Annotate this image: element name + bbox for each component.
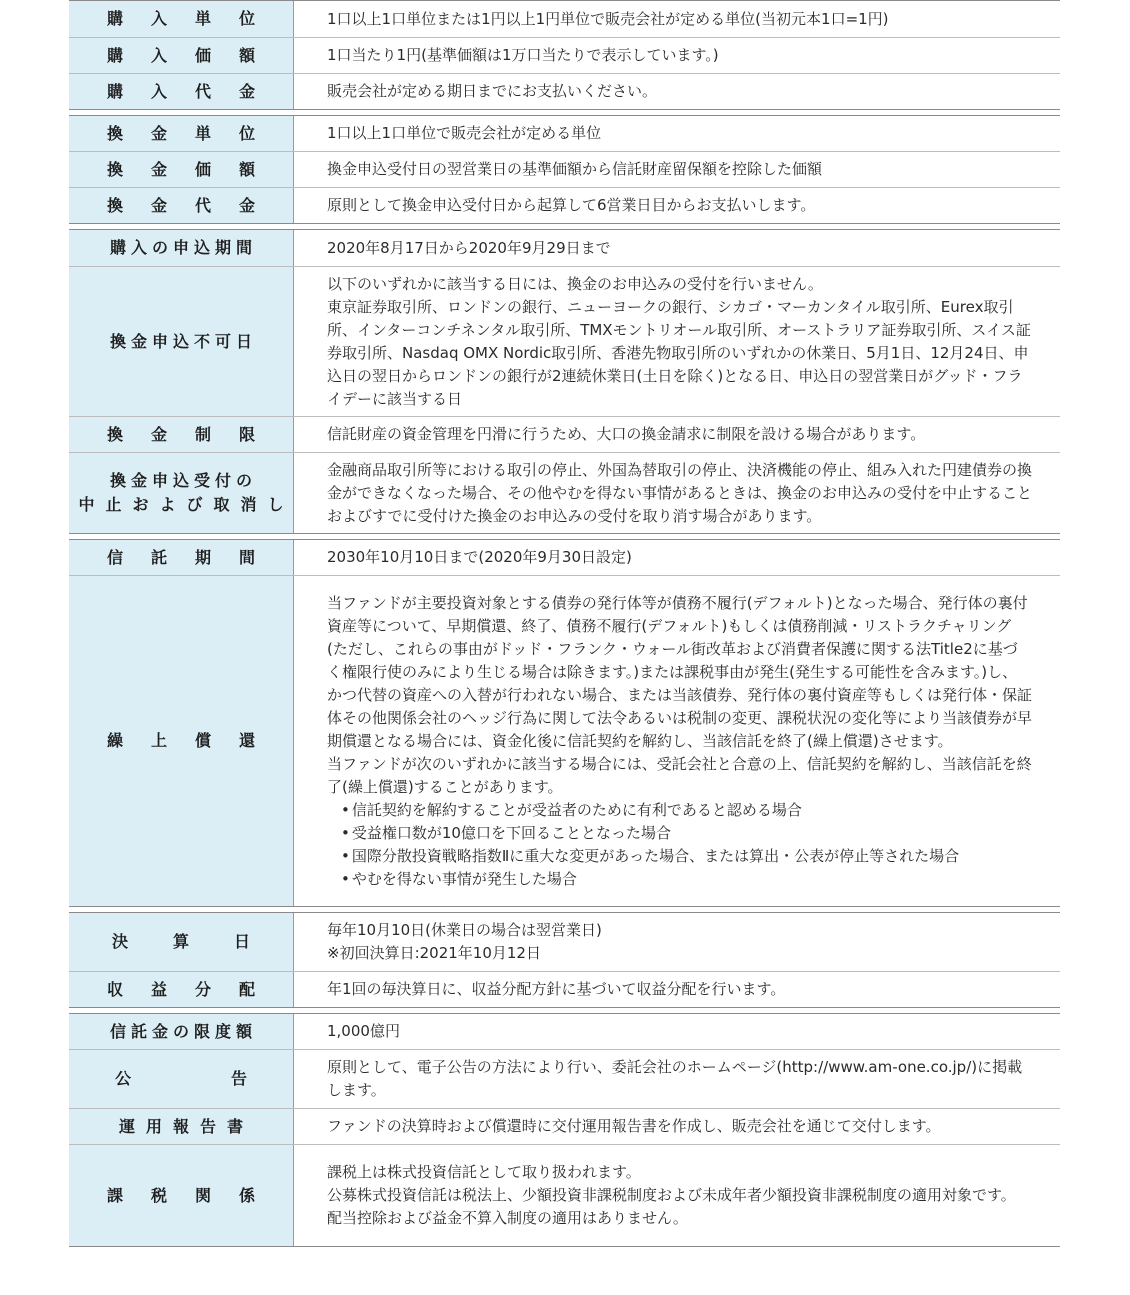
row-label: 換金単位 xyxy=(69,116,294,151)
row-label: 購入価額 xyxy=(69,38,294,73)
row-label: 収益分配 xyxy=(69,972,294,1007)
row-content: 金融商品取引所等における取引の停止、外国為替取引の停止、決済機能の停止、組み入れた円建債券の換金ができなくなった場合、その他やむを得ない事情があるときは、換金のお申込みの受付を中止することおよびすでに受付けた換金のお申込みの受付を取り消す場合があります。 xyxy=(327,460,1033,525)
row-content: 1,000億円 xyxy=(327,1022,400,1040)
row-label: 購入単位 xyxy=(69,1,294,37)
row-label: 換金代金 xyxy=(69,188,294,223)
table-row xyxy=(69,416,1060,452)
row-content: 2030年10月10日まで(2020年9月30日設定) xyxy=(327,548,632,566)
table-row xyxy=(69,1144,1060,1246)
row-label: 信託期間 xyxy=(69,540,294,575)
row-label: 購入代金 xyxy=(69,74,294,109)
table-row xyxy=(69,575,1060,906)
row-content: 原則として、電子公告の方法により行い、委託会社のホームページ(http://www.am-one.co.jp/)に掲載します。 xyxy=(327,1058,1023,1099)
row-content: 年1回の毎決算日に、収益分配方針に基づいて収益分配を行います。 xyxy=(327,980,786,998)
row-label: 繰上償還 xyxy=(69,576,294,906)
table-row xyxy=(69,151,1060,187)
table-row xyxy=(69,1,1060,37)
section-application xyxy=(69,229,1060,534)
section-other xyxy=(69,1013,1060,1247)
row-label: 換金価額 xyxy=(69,152,294,187)
row-label: 課税関係 xyxy=(69,1145,294,1246)
table-row xyxy=(69,452,1060,533)
section-redemption xyxy=(69,115,1060,224)
row-content: 2020年8月17日から2020年9月29日まで xyxy=(327,238,611,257)
section-trust-term xyxy=(69,539,1060,907)
row-content: 原則として換金申込受付日から起算して6営業日目からお支払いします。 xyxy=(327,196,816,214)
table-row xyxy=(69,971,1060,1007)
row-content: ファンドの決算時および償還時に交付運用報告書を作成し、販売会社を通じて交付します。 xyxy=(327,1117,941,1135)
section-purchase xyxy=(69,0,1060,110)
row-content: 1口以上1口単位または1円以上1円単位で販売会社が定める単位(当初元本1口=1円) xyxy=(327,9,889,28)
table-row xyxy=(69,1108,1060,1144)
table-row xyxy=(69,1049,1060,1108)
row-label: 換金申込受付の 中止および取消し xyxy=(69,453,294,533)
list-item: • 受益権口数が10億口を下回ることとなった場合 xyxy=(327,822,1032,845)
list-item: • 信託契約を解約することが受益者のために有利であると認める場合 xyxy=(327,799,1032,822)
table-row xyxy=(69,1014,1060,1049)
table-row xyxy=(69,913,1060,971)
row-content: 販売会社が定める期日までにお支払いください。 xyxy=(327,82,658,100)
row-content: 換金申込受付日の翌営業日の基準価額から信託財産留保額を控除した価額 xyxy=(327,160,823,178)
section-settlement xyxy=(69,912,1060,1008)
fund-terms-table xyxy=(69,0,1060,1247)
row-label: 換金申込不可日 xyxy=(69,267,294,416)
row-content: 1口以上1口単位で販売会社が定める単位 xyxy=(327,124,602,142)
table-row xyxy=(69,540,1060,575)
row-label: 運用報告書 xyxy=(69,1109,294,1144)
table-row xyxy=(69,266,1060,416)
row-content: 課税上は株式投資信託として取り扱われます。 公募株式投資信託は税法上、少額投資非課税制度および未成年者少額投資非課税制度の適用対象です。 配当控除および益金不算入制度の適用はありません。 xyxy=(327,1163,1016,1227)
table-row xyxy=(69,73,1060,109)
row-label: 公告 xyxy=(69,1050,294,1108)
row-content: 1口当たり1円(基準価額は1万口当たりで表示しています。) xyxy=(327,46,719,64)
table-row xyxy=(69,187,1060,223)
row-label: 信託金の限度額 xyxy=(69,1014,294,1049)
list-item: • やむを得ない事情が発生した場合 xyxy=(327,868,1032,891)
table-row xyxy=(69,37,1060,73)
list-item: • 国際分散投資戦略指数Ⅱに重大な変更があった場合、または算出・公表が停止等された場合 xyxy=(327,845,1032,868)
row-label: 決算日 xyxy=(69,913,294,971)
row-content: 以下のいずれかに該当する日には、換金のお申込みの受付を行いません。 東京証券取引所、ロンドンの銀行、ニューヨークの銀行、シカゴ・マーカンタイル取引所、Eurex取引所、インターコンチネンタル取引所、TMXモントリオール取引所、オーストラリア証券取引所、スイス証券取引所、Nasdaq OMX Nordic取引所、香港先物取引所のいずれかの休業日、5月1日、12月24日、申込日の翌日からロンドンの銀行が2連続休業日(土日を除く)となる日、申込日の翌営業日がグッド・フライデーに該当する日 xyxy=(327,274,1031,408)
row-label: 購入の申込期間 xyxy=(69,230,294,266)
table-row xyxy=(69,230,1060,266)
row-content: 当ファンドが主要投資対象とする債券の発行体等が債務不履行(デフォルト)となった場合、発行体の裏付資産等について、早期償還、終了、債務不履行(デフォルト)もしくは債務削減・リストラクチャリング(ただし、これらの事由がドッド・フランク・ウォール街改革および消費者保護に関する法Title2に基づく権限行使のみにより生じる場合は除きます。)または課税事由が発生(発生する可能性を含みます。)し、かつ代替の資産への入替が行われない場合、または当該債券、発行体の裏付資産等もしくは発行体・保証体その他関係会社のヘッジ行為に関して法令あるいは税制の変更、課税状況の変化等により当該債券が早期償還となる場合には、資金化後に信託契約を解約し、当該信託を終了(繰上償還)させます。 当ファンドが次のいずれかに該当する場合には、受託会社と合意の上、信託契約を解約し、当該信託を終了(繰上償還)することがあります。 • 信託契約を解約することが受益者のために有利であると認める場合 • 受益権口数が10億口を下回ることとなった場合 • 国際分散投資戦略指数Ⅱに重大な変更があった場合、または算出・公表が停止等された場合 • やむを得ない事情が発生した場合 xyxy=(294,576,1060,906)
row-content: 毎年10月10日(休業日の場合は翌営業日) ※初回決算日:2021年10月12日 xyxy=(327,921,602,962)
row-content: 信託財産の資金管理を円滑に行うため、大口の換金請求に制限を設ける場合があります。 xyxy=(327,425,926,443)
table-row xyxy=(69,116,1060,151)
row-label: 換金制限 xyxy=(69,417,294,452)
